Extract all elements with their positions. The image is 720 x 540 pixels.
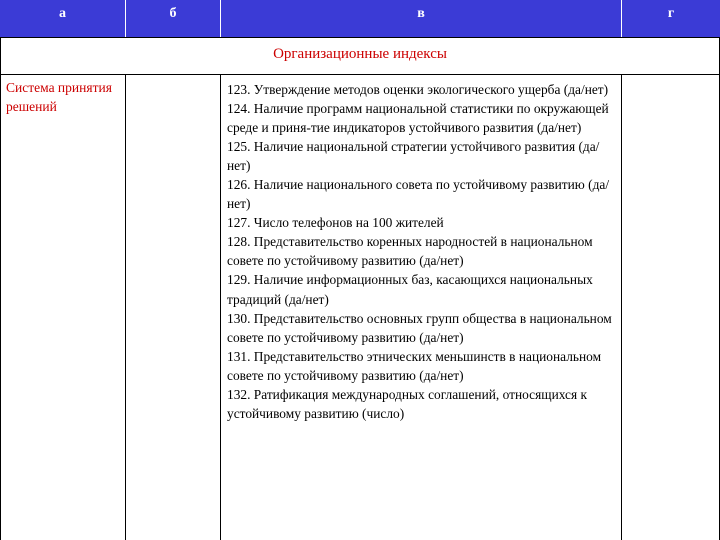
column-border — [0, 37, 1, 540]
list-item: 124. Наличие программ национальной статистики по окружающей среде и приня-тие индикаторов устойчивого развития (да/нет) — [227, 101, 609, 136]
list-item: 126. Наличие национального совета по устойчивому развитию (да/нет) — [227, 177, 610, 212]
list-item: 130. Представительство основных групп общества в национальном совете по устойчивому развитию (да/нет) — [227, 310, 612, 345]
list-item: 132. Ратификация международных соглашений, относящихся к устойчивому развитию (число) — [227, 386, 588, 421]
list-item: 129. Наличие информационных баз, касающихся национальных традиций (да/нет) — [227, 272, 593, 307]
row-border — [0, 74, 720, 75]
column-border — [125, 74, 126, 540]
table-header — [0, 0, 720, 37]
column-border — [220, 74, 221, 540]
column-border — [621, 74, 622, 540]
header-col-g: г — [667, 6, 675, 21]
list-item: 127. Число телефонов на 100 жителей — [227, 215, 444, 231]
category-label: Система принятия решений — [6, 80, 112, 114]
header-col-v: в — [417, 6, 425, 21]
header-col-a: а — [59, 6, 66, 21]
indices-list — [227, 80, 619, 423]
list-item: 128. Представительство коренных народностей в национальном совете по устойчивому развитию (да/нет) — [227, 234, 593, 269]
row-border — [0, 37, 720, 38]
list-item: 125. Наличие национальной стратегии устойчивого развития (да/нет) — [227, 139, 600, 174]
list-item: 131. Представительство этнических меньшинств в национальном совете по устойчивому развитию (да/нет) — [227, 348, 602, 383]
section-title: Организационные индексы — [273, 46, 447, 62]
list-item: 123. Утверждение методов оценки экологического ущерба (да/нет) — [227, 82, 609, 97]
header-col-b: б — [169, 6, 177, 21]
